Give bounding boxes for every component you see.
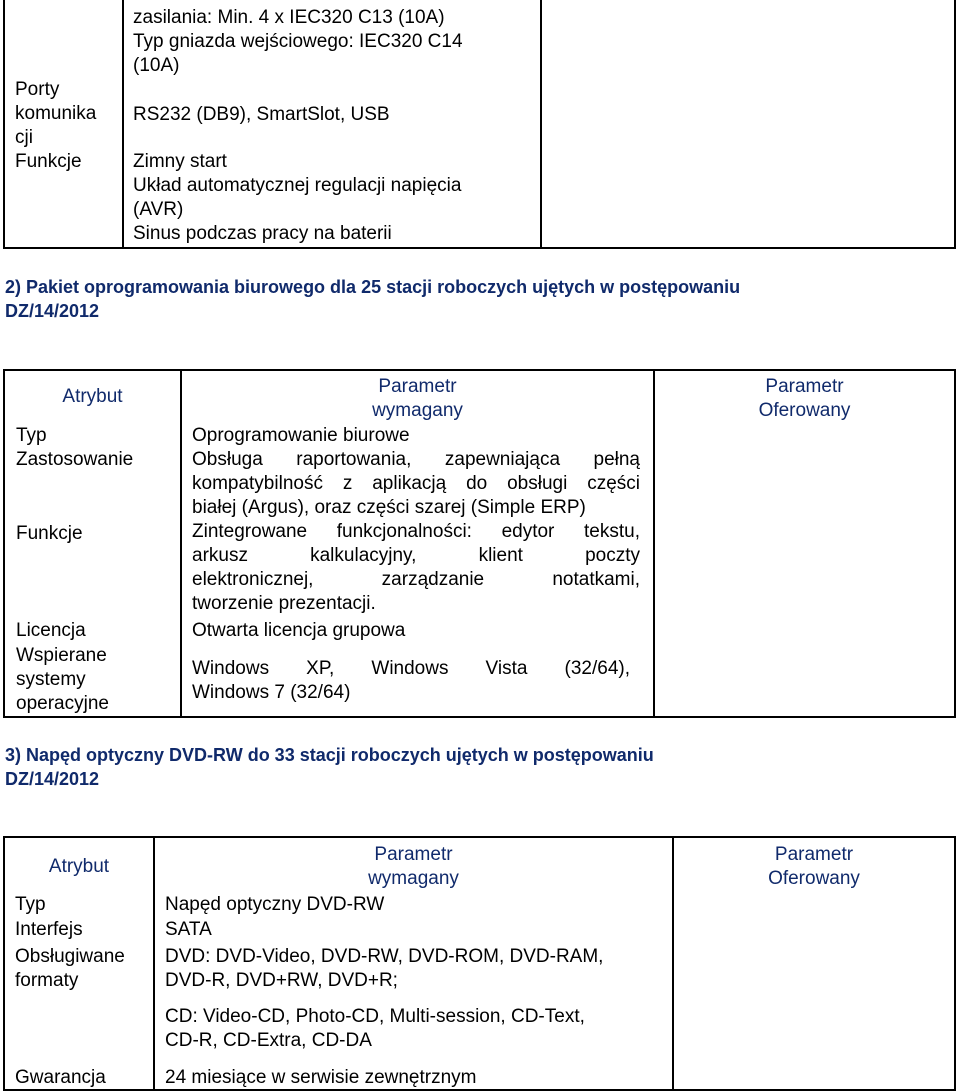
value-formats-dvd-l1: DVD: DVD-Video, DVD-RW, DVD-ROM, DVD-RAM,	[165, 946, 604, 967]
attr-os-l3: operacyjne	[16, 693, 109, 714]
attr-os-l1: Wspierane	[16, 645, 107, 666]
attr-type: Typ	[15, 894, 46, 915]
col-header-required-l1: Parametr	[374, 844, 453, 865]
value-functions-l1: Zintegrowane funkcjonalności: edytor tekstu,	[192, 521, 640, 542]
col-header-offered-l1: Parametr	[774, 844, 854, 865]
ports-value: RS232 (DB9), SmartSlot, USB	[133, 104, 390, 125]
value-type: Napęd optyczny DVD-RW	[165, 894, 385, 915]
power-outlets-text: zasilania: Min. 4 x IEC320 C13 (10A)	[133, 7, 445, 28]
value-formats-cd-l2: CD-R, CD-Extra, CD-DA	[165, 1030, 372, 1051]
attr-warranty: Gwarancja	[15, 1067, 106, 1088]
functions-value-l1: Zimny start	[133, 151, 227, 172]
functions-attr: Funkcje	[15, 151, 82, 172]
value-os-l1: Windows XP, Windows Vista (32/64),	[192, 658, 630, 679]
col-header-offered-l2: Oferowany	[758, 400, 851, 421]
value-usage-l2: kompatybilność z aplikacją do obsługi części	[192, 473, 640, 494]
attr-os-l2: systemy	[16, 669, 86, 690]
value-os-l2: Windows 7 (32/64)	[192, 682, 351, 703]
value-functions-l2: arkusz kalkulacyjny, klient poczty	[192, 545, 640, 566]
attr-type: Typ	[16, 425, 47, 446]
col-header-offered-l2: Oferowany	[768, 868, 860, 889]
value-usage-l1: Obsługa raportowania, zapewniająca pełną	[192, 449, 640, 470]
functions-value-l4: Sinus podczas pracy na baterii	[133, 223, 392, 244]
value-license: Otwarta licencja grupowa	[192, 620, 406, 641]
value-warranty: 24 miesiące w serwisie zewnętrznym	[165, 1067, 477, 1088]
section2-heading-l1: 2) Pakiet oprogramowania biurowego dla 25 stacji roboczych ujętych w postępowaniu	[5, 277, 741, 297]
col-header-required-l2: wymagany	[372, 400, 463, 421]
value-formats-dvd-l2: DVD-R, DVD+RW, DVD+R;	[165, 970, 398, 991]
functions-value-l2: Układ automatycznej regulacji napięcia	[133, 175, 462, 196]
attr-formats-l1: Obsługiwane	[15, 946, 125, 967]
functions-value-l3: (AVR)	[133, 199, 184, 220]
value-formats-cd-l1: CD: Video-CD, Photo-CD, Multi-session, CD-Text,	[165, 1006, 585, 1027]
attr-usage: Zastosowanie	[16, 449, 134, 470]
value-usage-l3: białej (Argus), oraz części szarej (Simple ERP)	[192, 497, 586, 518]
ports-attr-l1: Porty	[15, 79, 60, 100]
input-socket-text-cont: (10A)	[133, 55, 180, 76]
col-header-offered-l1: Parametr	[765, 376, 844, 397]
attr-formats-l2: formaty	[15, 970, 79, 991]
attr-license: Licencja	[16, 620, 86, 641]
ports-attr-l3: cji	[15, 127, 33, 148]
section2-heading-l2: DZ/14/2012	[5, 301, 100, 321]
col-header-attribute: Atrybut	[62, 386, 123, 407]
col-header-required-l1: Parametr	[378, 376, 457, 397]
input-socket-text: Typ gniazda wejściowego: IEC320 C14	[133, 31, 463, 52]
col-header-attribute: Atrybut	[48, 856, 110, 877]
attr-functions: Funkcje	[16, 523, 83, 544]
value-functions-l4: tworzenie prezentacji.	[192, 593, 376, 614]
col-header-required-l2: wymagany	[368, 868, 459, 889]
ports-attr-l2: komunika	[15, 103, 97, 124]
section3-heading-l2: DZ/14/2012	[5, 769, 100, 789]
value-type: Oprogramowanie biurowe	[192, 425, 410, 446]
section3-heading-l1: 3) Napęd optyczny DVD-RW do 33 stacji roboczych ujętych w postępowaniu	[5, 745, 654, 765]
value-functions-l3: elektronicznej, zarządzanie notatkami,	[192, 569, 640, 590]
attr-interface: Interfejs	[15, 919, 83, 940]
value-interface: SATA	[165, 919, 212, 940]
